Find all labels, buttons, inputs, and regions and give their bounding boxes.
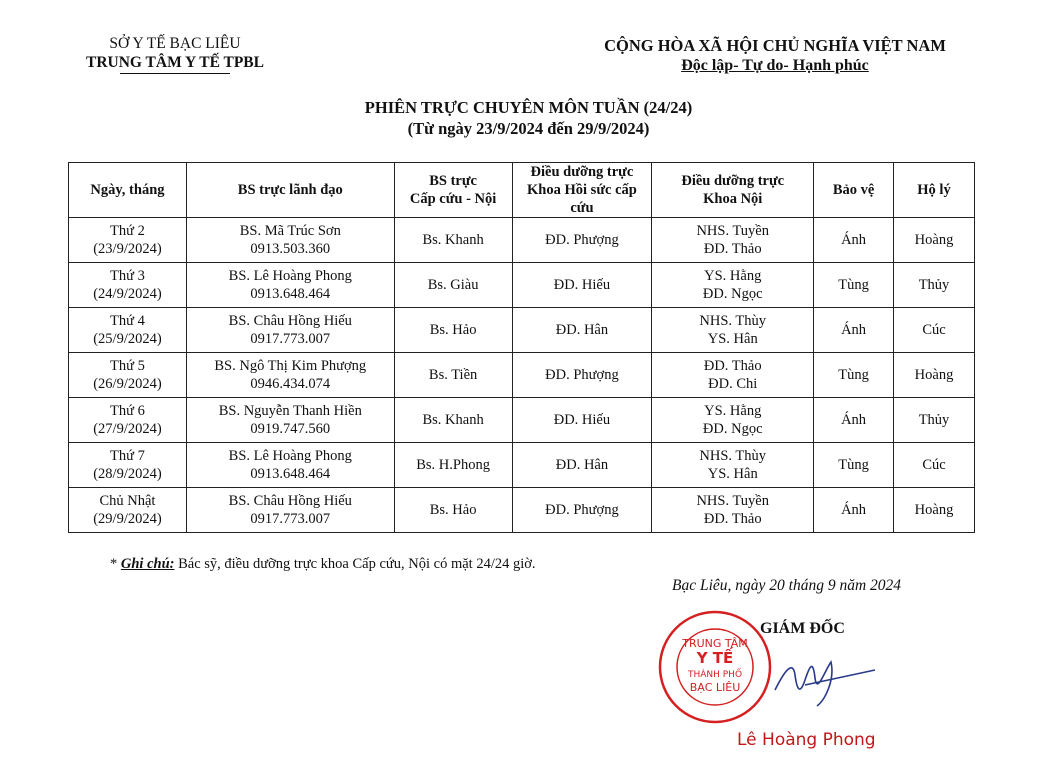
leader-cell-text: BS. Ngô Thị Kim Phượng — [214, 358, 367, 374]
orderly-cell-text: Hoàng — [914, 232, 954, 248]
leader-cell — [186, 488, 394, 533]
date-cell — [69, 263, 187, 308]
internal-nurse-cell — [652, 308, 814, 353]
guard-cell-text: Ánh — [841, 232, 867, 248]
handwritten-signature — [765, 640, 885, 710]
date-cell-text: (27/9/2024) — [93, 421, 162, 437]
icu-nurse-cell-text: ĐD. Phượng — [545, 502, 619, 518]
date-cell-text: (28/9/2024) — [93, 466, 162, 482]
table-row — [69, 443, 975, 488]
leader-cell-text: BS. Lê Hoàng Phong — [228, 268, 352, 284]
table-row — [69, 488, 975, 533]
date-cell — [69, 488, 187, 533]
leader-cell — [186, 308, 394, 353]
icu-nurse-cell-text: ĐD. Hân — [555, 457, 609, 473]
er-doctor-cell — [394, 308, 512, 353]
icu-nurse-cell — [512, 218, 652, 263]
internal-nurse-cell-text: ĐD. Ngọc — [702, 421, 763, 437]
er-doctor-cell — [394, 353, 512, 398]
icu-nurse-cell — [512, 263, 652, 308]
internal-nurse-cell-text: ĐD. Thảo — [703, 358, 762, 374]
date-cell-text: Thứ 7 — [110, 448, 145, 464]
internal-nurse-cell-text: ĐD. Thảo — [703, 241, 762, 257]
column-header: BS trực lãnh đạo — [186, 163, 394, 218]
footnote-text: Bác sỹ, điều dưỡng trực khoa Cấp cứu, Nội có mặt 24/24 giờ. — [178, 556, 536, 572]
org-name: TRUNG TÂM Y TẾ TPBL — [85, 54, 264, 71]
column-header: Điều dưỡng trực Khoa Hồi sức cấp cứu — [512, 163, 652, 218]
date-cell-text: (24/9/2024) — [93, 286, 162, 302]
date-cell — [69, 398, 187, 443]
internal-nurse-cell — [652, 398, 814, 443]
title-date-range: (Từ ngày 23/9/2024 đến 29/9/2024) — [407, 119, 650, 138]
guard-cell-text: Ánh — [841, 322, 867, 338]
official-stamp — [655, 607, 775, 727]
leader-cell-text: 0917.773.007 — [250, 511, 331, 527]
place-and-date: Bạc Liêu, ngày 20 tháng 9 năm 2024 — [672, 577, 902, 594]
leader-cell — [186, 263, 394, 308]
icu-nurse-cell-text: ĐD. Hân — [555, 322, 609, 338]
er-doctor-cell — [394, 488, 512, 533]
national-motto: Độc lập- Tự do- Hạnh phúc — [681, 57, 869, 74]
stamp-line-4: BẠC LIÊU — [689, 681, 741, 694]
column-header: Hộ lý — [894, 163, 975, 218]
date-cell-text: (26/9/2024) — [93, 376, 162, 392]
er-doctor-cell-text: Bs. Khanh — [422, 232, 484, 248]
signer-title: GIÁM ĐỐC — [760, 620, 845, 637]
internal-nurse-cell-text: YS. Hân — [707, 331, 758, 347]
guard-cell — [814, 443, 894, 488]
column-header: BS trực Cấp cứu - Nội — [394, 163, 512, 218]
icu-nurse-cell — [512, 308, 652, 353]
stamp-line-2: Y TẾ — [696, 649, 734, 667]
leader-cell-text: BS. Nguyễn Thanh Hiền — [218, 403, 362, 419]
guard-cell-text: Tùng — [838, 367, 869, 383]
duty-schedule-table — [68, 162, 975, 533]
er-doctor-cell-text: Bs. Hảo — [429, 322, 477, 338]
icu-nurse-cell — [512, 353, 652, 398]
leader-cell-text: 0913.648.464 — [250, 286, 331, 302]
internal-nurse-cell-text: NHS. Thùy — [699, 313, 767, 329]
internal-nurse-cell — [652, 443, 814, 488]
icu-nurse-cell-text: ĐD. Phượng — [545, 367, 619, 383]
er-doctor-cell — [394, 443, 512, 488]
orderly-cell — [894, 308, 975, 353]
guard-cell — [814, 488, 894, 533]
internal-nurse-cell — [652, 218, 814, 263]
internal-nurse-cell-text: NHS. Tuyền — [696, 223, 769, 239]
icu-nurse-cell-text: ĐD. Phượng — [545, 232, 619, 248]
guard-cell — [814, 353, 894, 398]
column-header: Bảo vệ — [814, 163, 894, 218]
leader-cell-text: BS. Châu Hồng Hiếu — [228, 313, 352, 329]
leader-cell-text: BS. Châu Hồng Hiếu — [228, 493, 352, 509]
leader-cell-text: 0913.648.464 — [250, 466, 331, 482]
title-line-1: PHIÊN TRỰC CHUYÊN MÔN TUẦN (24/24) — [364, 98, 693, 117]
leader-cell — [186, 443, 394, 488]
date-cell-text: Thứ 6 — [110, 403, 145, 419]
orderly-cell — [894, 218, 975, 263]
table-row — [69, 308, 975, 353]
date-cell-text: (23/9/2024) — [93, 241, 162, 257]
orderly-cell — [894, 443, 975, 488]
document-title — [0, 97, 1057, 139]
orderly-cell — [894, 488, 975, 533]
table-row — [69, 218, 975, 263]
orderly-cell-text: Thủy — [918, 277, 950, 293]
internal-nurse-cell-text: ĐD. Chi — [708, 376, 758, 392]
org-underline — [120, 73, 230, 74]
guard-cell — [814, 308, 894, 353]
date-cell-text: Thứ 3 — [110, 268, 145, 284]
internal-nurse-cell-text: NHS. Thùy — [699, 448, 767, 464]
stamp-line-3: THÀNH PHỐ — [687, 670, 743, 680]
er-doctor-cell-text: Bs. H.Phong — [416, 457, 490, 473]
column-header: Ngày, tháng — [69, 163, 187, 218]
table-row — [69, 353, 975, 398]
orderly-cell-text: Thủy — [918, 412, 950, 428]
leader-cell-text: 0946.434.074 — [250, 376, 331, 392]
internal-nurse-cell-text: ĐD. Thảo — [703, 511, 762, 527]
date-cell — [69, 218, 187, 263]
leader-cell-text: 0919.747.560 — [250, 421, 331, 437]
country-name: CỘNG HÒA XÃ HỘI CHỦ NGHĨA VIỆT NAM — [604, 36, 946, 55]
icu-nurse-cell-text: ĐD. Hiếu — [553, 412, 611, 428]
date-cell-text: Thứ 2 — [110, 223, 145, 239]
leader-cell — [186, 353, 394, 398]
leader-cell — [186, 218, 394, 263]
orderly-cell — [894, 353, 975, 398]
orderly-cell — [894, 398, 975, 443]
internal-nurse-cell — [652, 353, 814, 398]
org-parent: SỞ Y TẾ BẠC LIÊU — [109, 35, 241, 52]
internal-nurse-cell-text: NHS. Tuyền — [696, 493, 769, 509]
er-doctor-cell — [394, 398, 512, 443]
orderly-cell — [894, 263, 975, 308]
national-header — [560, 36, 990, 76]
icu-nurse-cell — [512, 398, 652, 443]
footnote-asterisk: * — [110, 556, 121, 572]
guard-cell — [814, 218, 894, 263]
orderly-cell-text: Cúc — [922, 322, 946, 338]
date-cell-text: Thứ 4 — [110, 313, 145, 329]
column-header: Điều dưỡng trực Khoa Nội — [652, 163, 814, 218]
er-doctor-cell — [394, 263, 512, 308]
date-cell-text: Chủ Nhật — [99, 493, 156, 509]
orderly-cell-text: Hoàng — [914, 502, 954, 518]
guard-cell — [814, 263, 894, 308]
internal-nurse-cell — [652, 488, 814, 533]
internal-nurse-cell-text: YS. Hằng — [704, 268, 762, 284]
table-row — [69, 398, 975, 443]
leader-cell-text: 0917.773.007 — [250, 331, 331, 347]
date-cell — [69, 443, 187, 488]
guard-cell-text: Tùng — [838, 277, 869, 293]
guard-cell-text: Ánh — [841, 412, 867, 428]
signer-name: Lê Hoàng Phong — [737, 730, 876, 750]
footnote — [110, 556, 536, 573]
er-doctor-cell-text: Bs. Tiền — [428, 367, 478, 383]
stamp-line-1: TRUNG TÂM — [682, 637, 748, 650]
er-doctor-cell-text: Bs. Giàu — [427, 277, 479, 293]
date-cell-text: (29/9/2024) — [93, 511, 162, 527]
icu-nurse-cell-text: ĐD. Hiếu — [553, 277, 611, 293]
internal-nurse-cell-text: ĐD. Ngọc — [702, 286, 763, 302]
issuing-organization — [50, 34, 300, 74]
date-cell-text: Thứ 5 — [110, 358, 145, 374]
icu-nurse-cell — [512, 443, 652, 488]
orderly-cell-text: Cúc — [922, 457, 946, 473]
internal-nurse-cell-text: YS. Hân — [707, 466, 758, 482]
date-cell — [69, 308, 187, 353]
internal-nurse-cell-text: YS. Hằng — [704, 403, 762, 419]
guard-cell — [814, 398, 894, 443]
er-doctor-cell-text: Bs. Khanh — [422, 412, 484, 428]
icu-nurse-cell — [512, 488, 652, 533]
guard-cell-text: Ánh — [841, 502, 867, 518]
footnote-label: Ghi chú: — [120, 556, 175, 572]
table-body — [69, 218, 975, 533]
leader-cell-text: BS. Lê Hoàng Phong — [228, 448, 352, 464]
er-doctor-cell — [394, 218, 512, 263]
table-header-row — [69, 163, 975, 218]
date-cell — [69, 353, 187, 398]
er-doctor-cell-text: Bs. Hảo — [429, 502, 477, 518]
internal-nurse-cell — [652, 263, 814, 308]
table-row — [69, 263, 975, 308]
date-cell-text: (25/9/2024) — [93, 331, 162, 347]
leader-cell-text: BS. Mã Trúc Sơn — [239, 223, 341, 239]
leader-cell-text: 0913.503.360 — [250, 241, 331, 257]
orderly-cell-text: Hoàng — [914, 367, 954, 383]
leader-cell — [186, 398, 394, 443]
guard-cell-text: Tùng — [838, 457, 869, 473]
